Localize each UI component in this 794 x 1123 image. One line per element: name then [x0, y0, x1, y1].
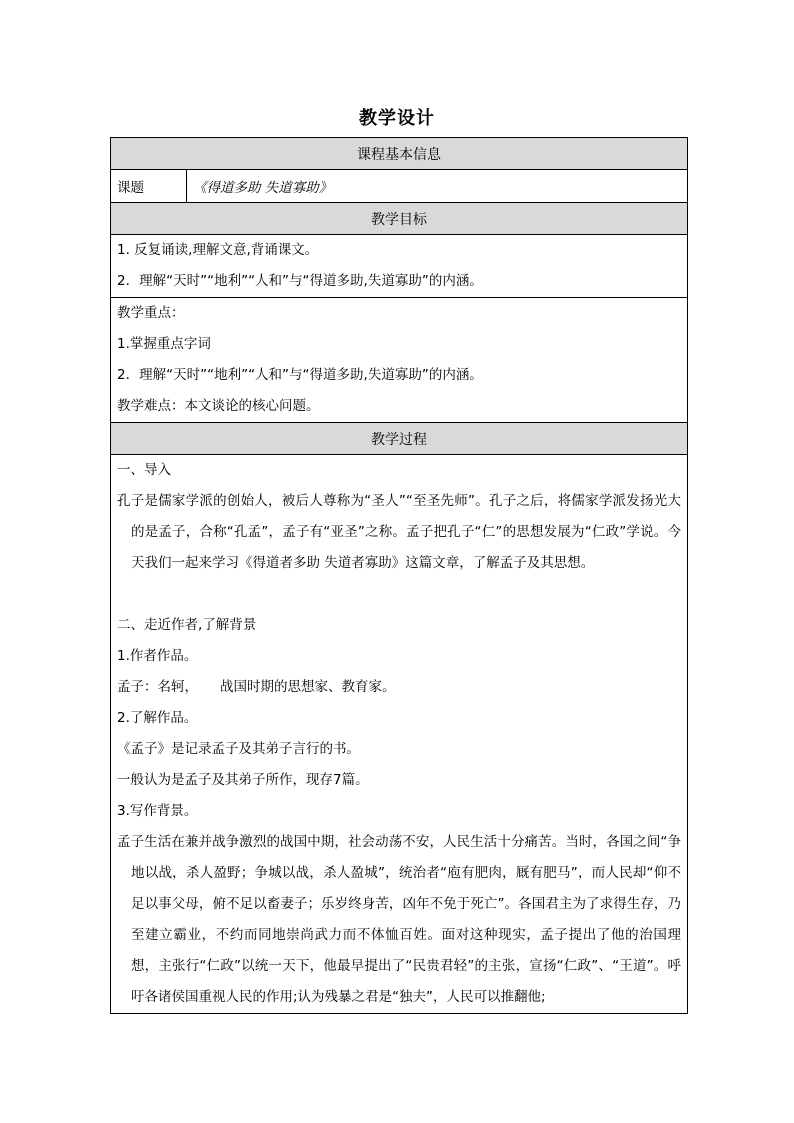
basic-info-header: 课程基本信息 — [111, 138, 688, 170]
objectives-header: 教学目标 — [111, 203, 688, 235]
difficulty-text: 教学难点：本文谈论的核心问题。 — [117, 398, 320, 414]
process-header: 教学过程 — [111, 423, 688, 455]
process-row — [111, 455, 688, 1014]
author-name-text: 孟子：名轲， — [117, 679, 198, 695]
key-points-row — [111, 298, 688, 423]
key-point-item-1: 1.掌握重点字词 — [117, 336, 211, 352]
works-title: 2.了解作品。 — [117, 710, 198, 726]
key-points-label: 教学重点： — [117, 305, 185, 321]
background-text: 孟子生活在兼并战争激烈的战国中期，社会动荡不安，人民生活十分痛苦。当时，各国之间“争地以战，杀人盈野；争城以战，杀人盈城”，统治者“庖有肥肉，厩有肥马”，而人民却“仰不足以事父母，俯不足以畜妻子；乐岁终身苦，凶年不免于死亡”。各国君主为了求得生存，乃至建立霸业，不约而同地崇尚武力而不体恤百姓。面对这种现实，孟子提出了他的治国理想，主张行“仁政”以统一天下，他最早提出了“民贵君轻”的主张，宣扬“仁政”、“王道”。呼吁各诸侯国重视人民的作用;认为残暴之君是“独夫”，人民可以推翻他; — [117, 834, 681, 1005]
objective-item-1: 1. 反复诵读,理解文意,背诵课文。 — [117, 242, 319, 258]
process-header-row — [111, 423, 688, 455]
section-author-title: 二、走近作者,了解背景 — [117, 617, 257, 633]
author-era-text: 战国时期的思想家、教育家。 — [220, 679, 396, 695]
author-info-line — [117, 672, 681, 703]
works-text-2: 一般认为是孟子及其弟子所作，现存7篇。 — [117, 772, 369, 788]
works-text-1: 《孟子》是记录孟子及其弟子言行的书。 — [117, 741, 360, 757]
section-intro-text: 孔子是儒家学派的创始人，被后人尊称为“圣人”“至圣先师”。孔子之后，将儒家学派发扬光大的是孟子，合称“孔孟”，孟子有“亚圣”之称。孟子把孔子“仁”的思想发展为“仁政”学说。今天我们一起来学习《得道者多助 失道者寡助》这篇文章，了解孟子及其思想。 — [117, 493, 681, 571]
background-title: 3.写作背景。 — [117, 803, 198, 819]
key-point-item-2: 2．理解“天时”“地利”“人和”与“得道多助,失道寡助”的内涵。 — [117, 367, 483, 383]
objectives-row — [111, 235, 688, 298]
key-points-cell — [111, 298, 688, 423]
process-cell — [111, 455, 688, 1014]
lesson-title-value: 《得道多助 失道寡助》 — [187, 170, 688, 203]
basic-info-header-row — [111, 138, 688, 170]
lesson-title-label: 课题 — [111, 170, 187, 203]
section-intro-title: 一、导入 — [117, 462, 171, 478]
document-title: 教学设计 — [359, 108, 435, 129]
objectives-header-row — [111, 203, 688, 235]
lesson-plan-table — [110, 137, 688, 1014]
lesson-title-row — [111, 170, 688, 203]
author-works-title: 1.作者作品。 — [117, 648, 198, 664]
objectives-cell — [111, 235, 688, 298]
objective-item-2: 2．理解“天时”“地利”“人和”与“得道多助,失道寡助”的内涵。 — [117, 273, 483, 289]
